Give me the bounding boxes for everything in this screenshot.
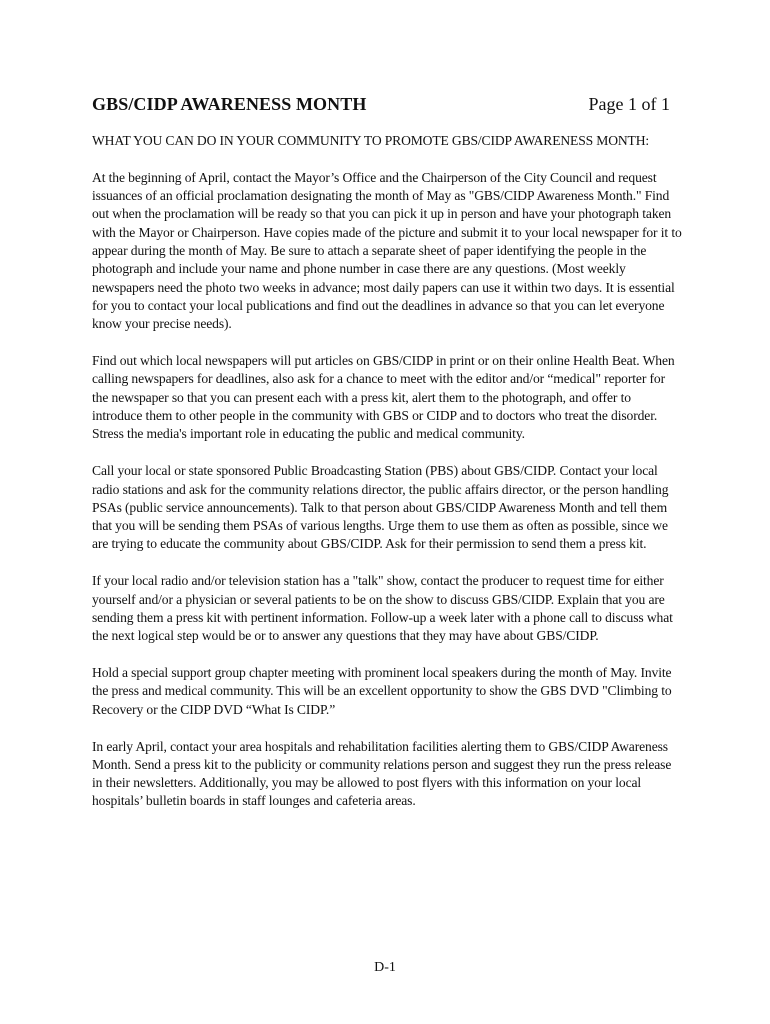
paragraph-hospitals: In early April, contact your area hospitals and rehabilitation facilities alerting them to GBS/CIDP Awareness Month. Send a press kit to the publicity or community relations person and suggest they run the press release in their newsletters. Additionally, you may be allowed to post flyers with this information on your local hospitals’ bulletin boards in staff lounges and cafeteria areas. <box>92 738 672 809</box>
paragraph-broadcasting: Call your local or state sponsored Public Broadcasting Station (PBS) about GBS/CIDP. Contact your local radio stations and ask for the community relations director, the public affairs director, or the person handling PSAs (public service announcements). Talk to that person about GBS/CIDP Awareness Month and tell them that you will be sending them PSAs of various lengths. Urge them to use them as often as possible, since we are trying to educate the community about GBS/CIDP. Ask for their permission to send them a press kit. <box>92 463 669 552</box>
document-page <box>92 94 682 824</box>
paragraph-support-group: Hold a special support group chapter meeting with prominent local speakers during the month of May. Invite the press and medical community. This will be an excellent opportunity to show the GBS DVD "Climbing to Recovery or the CIDP DVD “What Is CIDP.” <box>92 665 672 717</box>
paragraph-talk-show: If your local radio and/or television station has a "talk" show, contact the producer to request time for either yourself and/or a physician or several patients to be on the show to discuss GBS/CIDP. Explain that you are sending them a press kit with pertinent information. Follow-up a week later with a phone call to discuss what the next logical step would be or to answer any questions that they may have about GBS/CIDP. <box>92 573 673 644</box>
paragraph-proclamation: At the beginning of April, contact the Mayor’s Office and the Chairperson of the City Council and request issuances of an official proclamation designating the month of May as "GBS/CIDP Awareness Month." Find out when the proclamation will be ready so that you can pick it up in person and have your photograph taken with the Mayor or Chairperson. Have copies made of the picture and submit it to your local newspaper for it to appear during the month of May. Be sure to attach a separate sheet of paper identifying the people in the photograph and include your name and phone number in case there are any questions. (Most weekly newspapers need the photo two weeks in advance; most daily papers can use it within two days. It is essential for you to contact your local publications and find out the deadlines in advance so that you can let everyone know your precise needs). <box>92 169 682 332</box>
document-title: GBS/CIDP AWARENESS MONTH <box>92 94 367 114</box>
document-header <box>92 94 682 118</box>
section-subtitle: WHAT YOU CAN DO IN YOUR COMMUNITY TO PROMOTE GBS/CIDP AWARENESS MONTH: <box>92 133 649 148</box>
footer-page-number: D-1 <box>374 960 396 975</box>
paragraph-newspapers: Find out which local newspapers will put articles on GBS/CIDP in print or on their online Health Beat. When calling newspapers for deadlines, also ask for a chance to meet with the editor and/or “medical" reporter for the newspaper so that you can present each with a press kit, alert them to the photograph, and offer to introduce them to other people in the community with GBS or CIDP and to doctors who treat the disorder. Stress the media's important role in educating the public and medical community. <box>92 353 675 442</box>
page-indicator: Page 1 of 1 <box>588 94 670 114</box>
